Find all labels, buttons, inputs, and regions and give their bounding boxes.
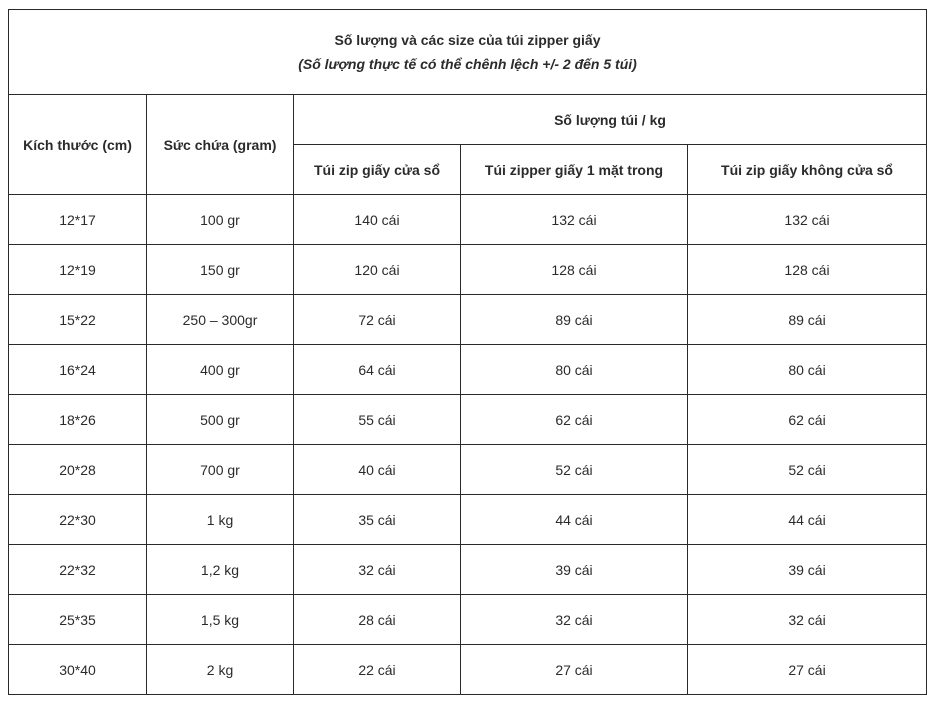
cell-size: 25*35 (9, 595, 147, 645)
table-row (9, 345, 927, 395)
table-row (9, 245, 927, 295)
header-size: Kích thước (cm) (9, 95, 147, 195)
table-row (9, 645, 927, 695)
cell-size: 16*24 (9, 345, 147, 395)
cell-window-count: 32 cái (294, 545, 461, 595)
cell-no-window-count: 52 cái (688, 445, 927, 495)
cell-size: 20*28 (9, 445, 147, 495)
cell-window-count: 35 cái (294, 495, 461, 545)
cell-inner-count: 32 cái (461, 595, 688, 645)
cell-window-count: 28 cái (294, 595, 461, 645)
header-inner-bag: Túi zipper giấy 1 mặt trong (461, 145, 688, 195)
cell-inner-count: 128 cái (461, 245, 688, 295)
table-title: Số lượng và các size của túi zipper giấy (334, 32, 601, 48)
cell-capacity: 2 kg (147, 645, 294, 695)
cell-capacity: 700 gr (147, 445, 294, 495)
cell-size: 15*22 (9, 295, 147, 345)
cell-no-window-count: 128 cái (688, 245, 927, 295)
cell-capacity: 150 gr (147, 245, 294, 295)
header-no-window-bag: Túi zip giấy không cửa sổ (688, 145, 927, 195)
header-quantity-group: Số lượng túi / kg (294, 95, 927, 145)
cell-window-count: 64 cái (294, 345, 461, 395)
cell-inner-count: 62 cái (461, 395, 688, 445)
cell-size: 12*19 (9, 245, 147, 295)
cell-no-window-count: 62 cái (688, 395, 927, 445)
cell-capacity: 1,5 kg (147, 595, 294, 645)
cell-capacity: 400 gr (147, 345, 294, 395)
table-row (9, 445, 927, 495)
header-capacity: Sức chứa (gram) (147, 95, 294, 195)
cell-capacity: 100 gr (147, 195, 294, 245)
cell-window-count: 72 cái (294, 295, 461, 345)
cell-inner-count: 52 cái (461, 445, 688, 495)
cell-inner-count: 39 cái (461, 545, 688, 595)
cell-inner-count: 80 cái (461, 345, 688, 395)
table-subtitle: (Số lượng thực tế có thể chênh lệch +/- 2 đến 5 túi) (298, 56, 637, 72)
cell-capacity: 250 – 300gr (147, 295, 294, 345)
cell-no-window-count: 32 cái (688, 595, 927, 645)
table-title-cell (9, 10, 927, 95)
cell-no-window-count: 27 cái (688, 645, 927, 695)
cell-window-count: 40 cái (294, 445, 461, 495)
cell-size: 18*26 (9, 395, 147, 445)
table-row (9, 595, 927, 645)
cell-no-window-count: 80 cái (688, 345, 927, 395)
cell-size: 22*32 (9, 545, 147, 595)
cell-window-count: 120 cái (294, 245, 461, 295)
cell-no-window-count: 44 cái (688, 495, 927, 545)
cell-size: 30*40 (9, 645, 147, 695)
cell-size: 22*30 (9, 495, 147, 545)
cell-inner-count: 89 cái (461, 295, 688, 345)
cell-window-count: 22 cái (294, 645, 461, 695)
table-row (9, 295, 927, 345)
cell-no-window-count: 132 cái (688, 195, 927, 245)
size-table (8, 9, 927, 695)
cell-no-window-count: 89 cái (688, 295, 927, 345)
cell-inner-count: 132 cái (461, 195, 688, 245)
cell-window-count: 55 cái (294, 395, 461, 445)
table-body (9, 195, 927, 695)
cell-inner-count: 27 cái (461, 645, 688, 695)
table-row (9, 395, 927, 445)
table-row (9, 495, 927, 545)
cell-size: 12*17 (9, 195, 147, 245)
cell-inner-count: 44 cái (461, 495, 688, 545)
header-window-bag: Túi zip giấy cửa sổ (294, 145, 461, 195)
cell-window-count: 140 cái (294, 195, 461, 245)
cell-no-window-count: 39 cái (688, 545, 927, 595)
table-row (9, 195, 927, 245)
table-row (9, 545, 927, 595)
cell-capacity: 1,2 kg (147, 545, 294, 595)
cell-capacity: 500 gr (147, 395, 294, 445)
cell-capacity: 1 kg (147, 495, 294, 545)
